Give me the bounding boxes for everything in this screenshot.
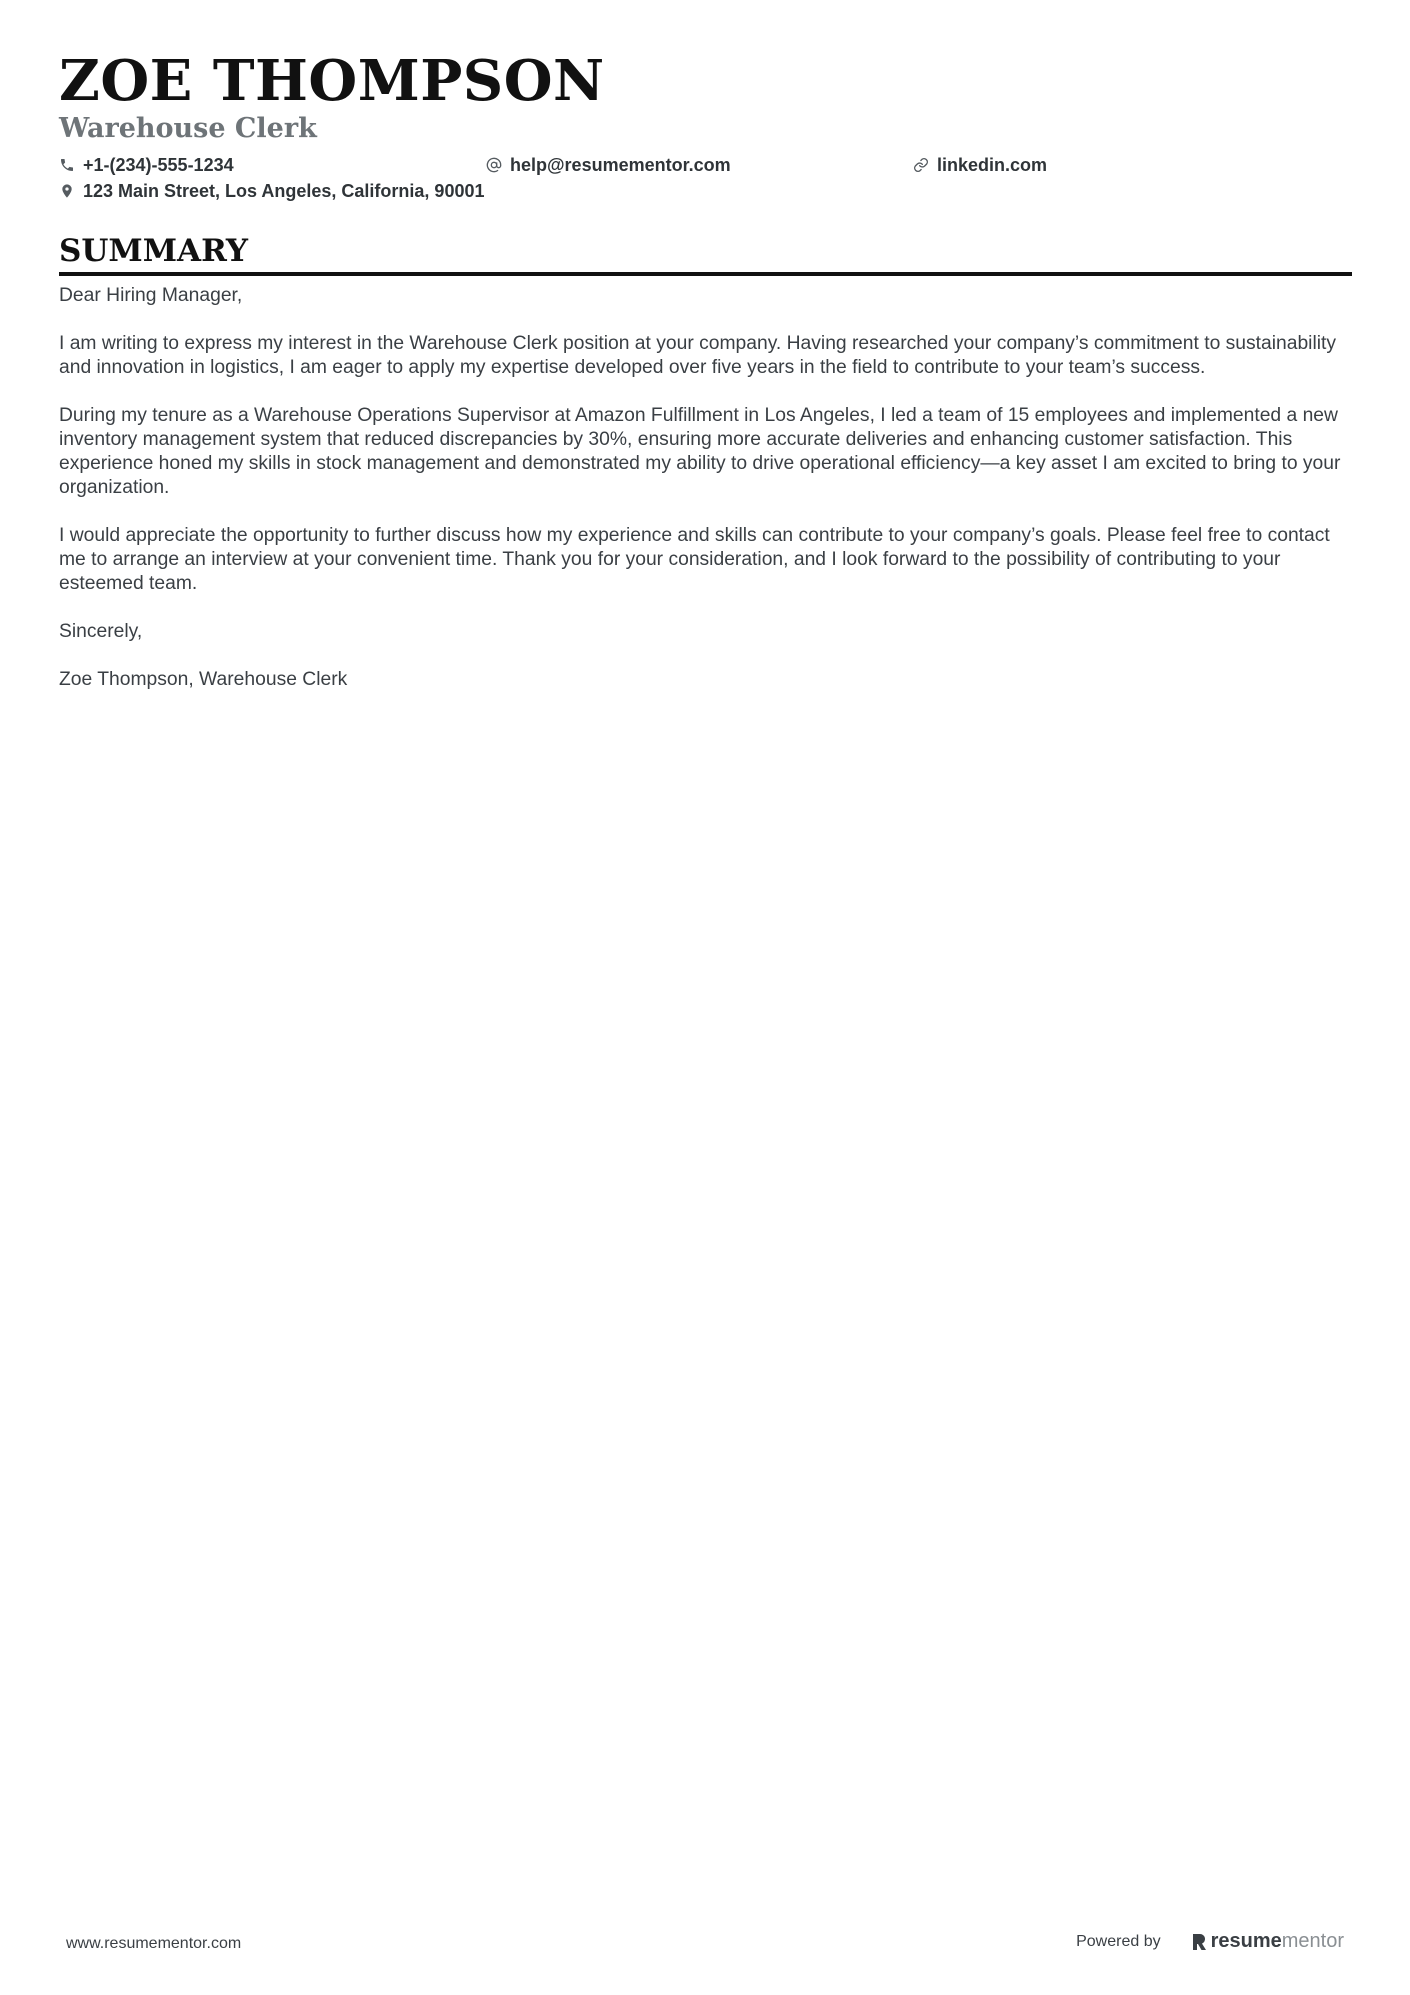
website-text[interactable]: linkedin.com <box>937 154 1048 175</box>
job-title: Warehouse Clerk <box>59 113 317 144</box>
candidate-name: ZOE THOMPSON <box>59 48 605 114</box>
footer-website[interactable]: www.resumementor.com <box>66 1935 242 1952</box>
link-icon <box>913 157 929 173</box>
contact-info <box>59 152 1352 204</box>
contact-address <box>59 181 484 202</box>
summary-heading: SUMMARY <box>59 232 1352 276</box>
contact-website <box>913 155 1340 176</box>
signature: Zoe Thompson, Warehouse Clerk <box>59 669 348 690</box>
resumementor-logo-icon <box>1191 1932 1207 1952</box>
paragraph-3: I would appreciate the opportunity to further discuss how my experience and skills can contribute to your company’s goals. Please feel free to contact me to arrange an interview at your convenient time. Thank you for your consideration, and I look forward to the possibility of contributing to your esteemed team. <box>59 525 1330 594</box>
address-text: 123 Main Street, Los Angeles, California, 90001 <box>83 180 485 201</box>
contact-email <box>486 155 913 176</box>
resume-page <box>59 50 1352 716</box>
salutation: Dear Hiring Manager, <box>59 285 243 306</box>
contact-row-2 <box>59 178 1352 204</box>
brand-text-bold: resume <box>1210 1930 1282 1952</box>
email-text[interactable]: help@resumementor.com <box>510 154 731 175</box>
brand-logo[interactable] <box>1191 1930 1344 1953</box>
brand-text-light: mentor <box>1281 1930 1344 1952</box>
cover-letter-body <box>59 284 1352 692</box>
phone-text: +1-(234)-555-1234 <box>83 154 234 175</box>
paragraph-1: I am writing to express my interest in the Warehouse Clerk position at your company. Having researched your company’s commitment to sustainability and innovation in logistics, I am eager to apply my expertise developed over five years in the field to contribute to your team’s success. <box>59 333 1337 378</box>
paragraph-2: During my tenure as a Warehouse Operations Supervisor at Amazon Fulfillment in Los Angeles, I led a team of 15 employees and implemented a new inventory management system that reduced discrepancies by 30%, ensuring more accurate deliveries and enhancing customer satisfaction. This experience honed my skills in stock management and demonstrated my ability to drive operational efficiency—a key asset I am excited to bring to your organization. <box>59 405 1341 498</box>
contact-phone <box>59 155 486 176</box>
footer-branding <box>1076 1930 1344 1953</box>
phone-icon <box>59 157 75 173</box>
powered-by-label: Powered by <box>1076 1932 1161 1950</box>
contact-row-1 <box>59 152 1352 178</box>
closing: Sincerely, <box>59 621 143 642</box>
map-pin-icon <box>59 183 75 199</box>
at-sign-icon <box>486 157 502 173</box>
